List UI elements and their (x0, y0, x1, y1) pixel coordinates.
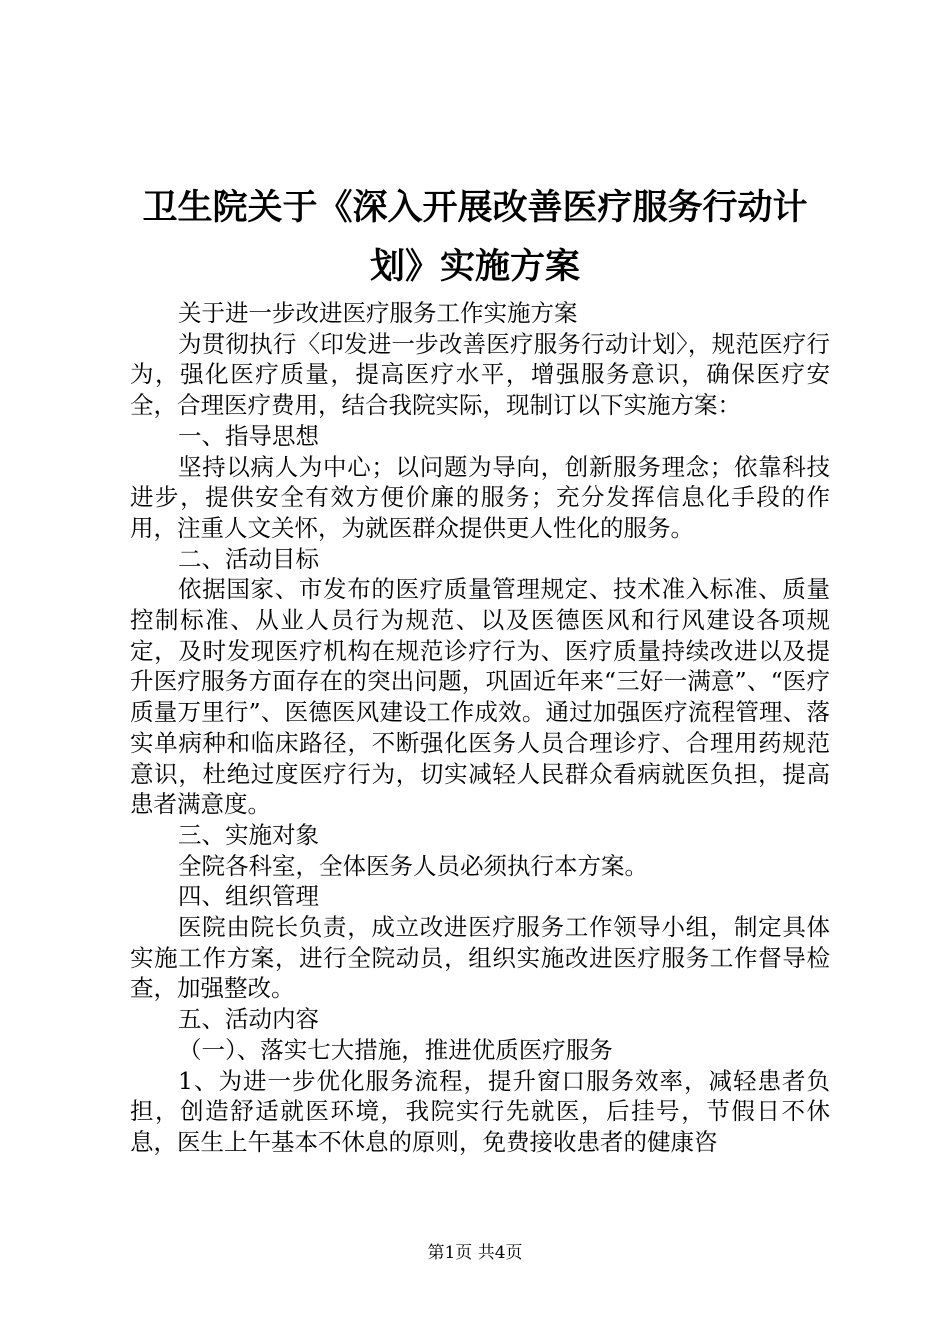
organization-paragraph: 医院由院长负责，成立改进医疗服务工作领导小组，制定具体实施工作方案，进行全院动员，组织实施改进医疗服务工作督导检查，加强整改。 (130, 913, 830, 1003)
section-heading-activity-goals: 二、活动目标 (178, 544, 319, 573)
activity-goals-paragraph: 依据国家、市发布的医疗质量管理规定、技术准入标准、质量控制标准、从业人员行为规范、以及医德医风和行风建设各项规定，及时发现医疗机构在规范诊疗行为、医疗质量持续改进以及提升医疗服务方面存在的突出问题，巩固近年来“三好一满意”、“医疗质量万里行”、医德医风建设工作成效。通过加强医疗流程管理、落实单病种和临床路径，不断强化医务人员合理诊疗、合理用药规范意识，杜绝过度医疗行为，切实减轻人民群众看病就医负担，提高患者满意度。 (130, 575, 830, 819)
guiding-thought-paragraph: 坚持以病人为中心；以问题为导向，创新服务理念；依靠科技进步，提供安全有效方便价廉的服务；充分发挥信息化手段的作用，注重人文关怀，为就医群众提供更人性化的服务。 (130, 452, 830, 542)
section-heading-guiding-thought: 一、指导思想 (178, 421, 319, 450)
document-body (130, 298, 830, 1158)
intro-paragraph: 为贯彻执行〈印发进一步改善医疗服务行动计划〉，规范医疗行为，强化医疗质量，提高医疗水平，增强服务意识，确保医疗安全，合理医疗费用，结合我院实际，现制订以下实施方案： (130, 329, 830, 420)
measure-1-paragraph: 1、为进一步优化服务流程，提升窗口服务效率，减轻患者负担，创造舒适就医环境，我院实行先就医，后挂号，节假日不休息，医生上午基本不休息的原则，免费接收患者的健康咨 (130, 1066, 830, 1156)
target-paragraph: 全院各科室，全体医务人员必须执行本方案。 (178, 851, 648, 880)
document-title-line-1: 卫生院关于《深入开展改善医疗服务行动计 (142, 187, 808, 228)
section-heading-organization: 四、组织管理 (178, 882, 319, 911)
section-heading-activity-content: 五、活动内容 (178, 1005, 319, 1034)
subsection-heading-seven-measures: （一）、落实七大措施，推进优质医疗服务 (178, 1035, 613, 1064)
document-title-line-2: 划》实施方案 (369, 246, 580, 287)
section-heading-target: 三、实施对象 (178, 820, 319, 849)
page-footer: 第1页 共4页 (427, 1243, 523, 1263)
subtitle-paragraph: 关于进一步改进医疗服务工作实施方案 (178, 299, 578, 327)
